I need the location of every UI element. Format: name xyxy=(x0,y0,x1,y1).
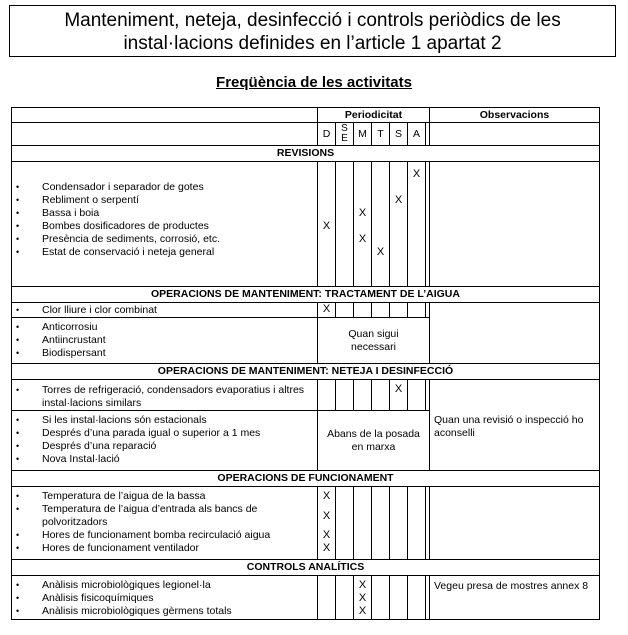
obs-blank xyxy=(430,123,600,146)
subtitle xyxy=(0,74,628,91)
list-item: • Després d’una parada igual o superior a 1 mes xyxy=(16,427,317,440)
revisions-col-s xyxy=(390,162,408,287)
mark-x: X xyxy=(322,510,331,522)
list-item: • Anàlisis fisicoquímiques xyxy=(16,592,317,605)
mark-x: X xyxy=(358,233,367,245)
col-se: S E xyxy=(336,123,354,146)
tractament-note xyxy=(318,318,430,364)
document-title xyxy=(9,5,616,57)
revisions-col-m xyxy=(354,162,372,287)
neteja-col-s xyxy=(390,380,408,411)
header-blank xyxy=(12,108,318,123)
header-blank-2 xyxy=(12,123,318,146)
mark-x: X xyxy=(376,246,385,258)
mark-x: X xyxy=(358,579,367,591)
mark-x: X xyxy=(322,529,331,541)
mark-x: X xyxy=(358,605,367,617)
list-item: • Temperatura de l’aigua de la bassa xyxy=(16,490,317,503)
title-line-1: Manteniment, neteja, desinfecció i controls periòdics de les xyxy=(64,10,561,31)
mark-x: X xyxy=(322,303,331,315)
observation-text: Quan una revisió o inspecció ho aconselli xyxy=(434,414,584,439)
tractament-items xyxy=(12,318,318,364)
revisions-col-t xyxy=(372,162,390,287)
frequency-table xyxy=(11,107,600,620)
list-item: • Antiincrustant xyxy=(16,334,317,347)
revisions-obs xyxy=(430,162,600,287)
list-item: • Hores de funcionament ventilador xyxy=(16,542,317,555)
list-item: • Rebliment o serpentí xyxy=(16,194,317,207)
mark-x: X xyxy=(394,194,403,206)
list-item: • Presència de sediments, corrosió, etc. xyxy=(16,233,317,246)
observacions-header: Observacions xyxy=(430,108,600,123)
section-tractament: OPERACIONS DE MANTENIMENT: TRACTAMENT DE L’AIGUA xyxy=(12,287,600,303)
neteja-obs xyxy=(430,380,600,471)
mark-x: X xyxy=(358,207,367,219)
observation-text: Vegeu presa de mostres annex 8 xyxy=(434,580,589,592)
revisions-col-d xyxy=(318,162,336,287)
col-m: M xyxy=(354,123,372,146)
analitics-obs xyxy=(430,576,600,620)
col-d: D xyxy=(318,123,336,146)
neteja-row1 xyxy=(12,380,318,411)
note-text: Quan sigui necessari xyxy=(348,327,399,353)
section-funcionament: OPERACIONS DE FUNCIONAMENT xyxy=(12,471,600,487)
revisions-col-a xyxy=(408,162,426,287)
list-item: • Nova Instal·lació xyxy=(16,453,317,466)
analitics-col-m xyxy=(354,576,372,620)
mark-x: X xyxy=(412,168,421,180)
periodicitat-header: Periodicitat xyxy=(318,108,430,123)
analitics-items xyxy=(12,576,318,620)
tractament-col-d xyxy=(318,303,336,318)
mark-x: X xyxy=(358,592,367,604)
list-item: • Anticorrosiu xyxy=(16,321,317,334)
list-item: • Temperatura de l’aigua d’entrada als bancs de polvoritzadors xyxy=(16,503,292,529)
list-item: • Hores de funcionament bomba recirculació aigua xyxy=(16,529,317,542)
note-text: Abans de la posada en marxa xyxy=(327,427,420,453)
section-neteja: OPERACIONS DE MANTENIMENT: NETEJA I DESINFECCIÓ xyxy=(12,364,600,380)
revisions-items xyxy=(12,162,318,287)
subtitle-text: Freqüència de les activitats xyxy=(216,74,412,91)
list-item: • Torres de refrigeració, condensadors evaporatius i altres instal·lacions similars xyxy=(16,384,317,410)
list-item: • Condensador i separador de gotes xyxy=(16,181,317,194)
col-s: S xyxy=(390,123,408,146)
section-analitics: CONTROLS ANALÍTICS xyxy=(12,560,600,576)
list-item: • Anàlisis microbiològiques gèrmens totals xyxy=(16,605,317,618)
tractament-obs xyxy=(430,303,600,364)
list-item: • Clor lliure i clor combinat xyxy=(16,304,317,317)
list-item: • Bassa i boia xyxy=(16,207,317,220)
mark-x: X xyxy=(322,542,331,554)
mark-x: X xyxy=(322,220,331,232)
col-t: T xyxy=(372,123,390,146)
list-item: • Biodispersant xyxy=(16,347,317,360)
revisions-col-se xyxy=(336,162,354,287)
list-item: • Després d’una reparació xyxy=(16,440,317,453)
mark-x: X xyxy=(322,490,331,502)
tractament-row1 xyxy=(12,303,318,318)
list-item: • Estat de conservació i neteja general xyxy=(16,246,317,259)
funcionament-col-d xyxy=(318,487,336,560)
section-revisions: REVISIONS xyxy=(12,146,600,162)
funcionament-obs xyxy=(430,487,600,560)
neteja-note xyxy=(318,411,430,471)
list-item: • Anàlisis microbiològiques legionel·la xyxy=(16,579,317,592)
title-line-2: instal·lacions definides en l’article 1 apartat 2 xyxy=(123,33,502,54)
list-item: • Si les instal·lacions són estacionals xyxy=(16,414,317,427)
list-item: • Bombes dosificadores de productes xyxy=(16,220,317,233)
mark-x: X xyxy=(394,383,403,395)
neteja-items xyxy=(12,411,318,471)
col-a: A xyxy=(408,123,426,146)
funcionament-items xyxy=(12,487,318,560)
